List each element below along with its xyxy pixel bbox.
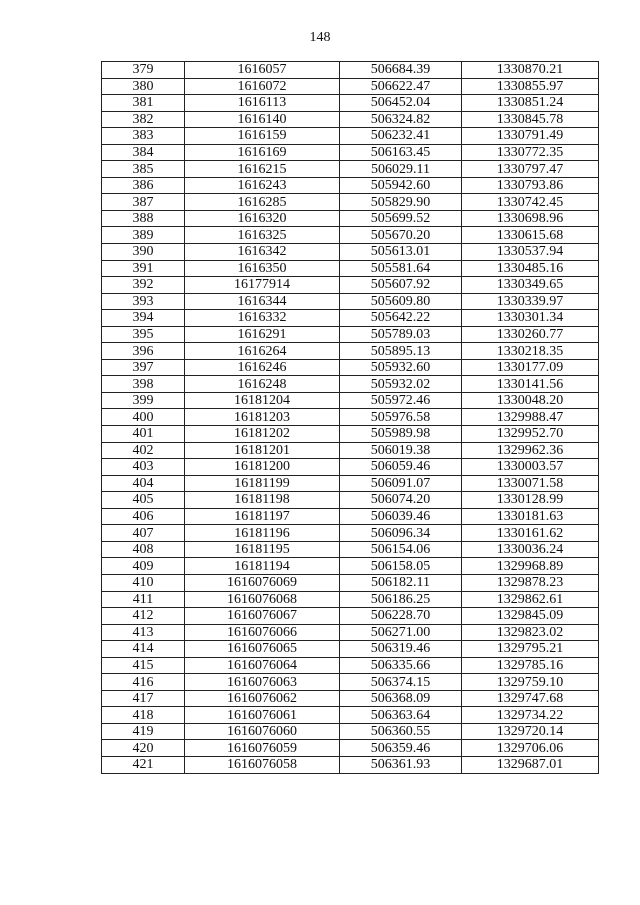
point-number-cell: 409 [102, 558, 185, 575]
x-coordinate-cell: 505613.01 [340, 244, 462, 261]
y-coordinate-cell: 1329734.22 [462, 707, 599, 724]
point-id-cell: 16181203 [185, 409, 340, 426]
point-id-cell: 16181202 [185, 426, 340, 443]
point-id-cell: 1616113 [185, 95, 340, 112]
table-row [102, 161, 599, 178]
point-id-cell: 16181198 [185, 492, 340, 509]
y-coordinate-cell: 1330855.97 [462, 78, 599, 95]
x-coordinate-cell: 506374.15 [340, 674, 462, 691]
table-row [102, 95, 599, 112]
y-coordinate-cell: 1329687.01 [462, 756, 599, 773]
point-number-cell: 388 [102, 210, 185, 227]
point-number-cell: 385 [102, 161, 185, 178]
point-id-cell: 16181194 [185, 558, 340, 575]
x-coordinate-cell: 506182.11 [340, 574, 462, 591]
x-coordinate-cell: 506232.41 [340, 128, 462, 145]
x-coordinate-cell: 506452.04 [340, 95, 462, 112]
point-number-cell: 415 [102, 657, 185, 674]
point-id-cell: 1616076064 [185, 657, 340, 674]
point-id-cell: 1616248 [185, 376, 340, 393]
table-row [102, 707, 599, 724]
table-row [102, 508, 599, 525]
point-id-cell: 1616076061 [185, 707, 340, 724]
point-id-cell: 1616350 [185, 260, 340, 277]
x-coordinate-cell: 505670.20 [340, 227, 462, 244]
x-coordinate-cell: 506163.45 [340, 144, 462, 161]
table-row [102, 492, 599, 509]
point-number-cell: 381 [102, 95, 185, 112]
point-id-cell: 16177914 [185, 277, 340, 294]
point-id-cell: 1616246 [185, 359, 340, 376]
table-row [102, 459, 599, 476]
table-row [102, 260, 599, 277]
point-number-cell: 386 [102, 177, 185, 194]
y-coordinate-cell: 1330845.78 [462, 111, 599, 128]
x-coordinate-cell: 506271.00 [340, 624, 462, 641]
x-coordinate-cell: 506363.64 [340, 707, 462, 724]
point-number-cell: 394 [102, 310, 185, 327]
point-number-cell: 398 [102, 376, 185, 393]
table-row [102, 674, 599, 691]
table-row [102, 624, 599, 641]
point-id-cell: 1616076066 [185, 624, 340, 641]
x-coordinate-cell: 506684.39 [340, 62, 462, 79]
x-coordinate-cell: 506368.09 [340, 690, 462, 707]
table-row [102, 128, 599, 145]
table-row [102, 690, 599, 707]
y-coordinate-cell: 1329823.02 [462, 624, 599, 641]
x-coordinate-cell: 506360.55 [340, 723, 462, 740]
y-coordinate-cell: 1330161.62 [462, 525, 599, 542]
x-coordinate-cell: 505932.02 [340, 376, 462, 393]
y-coordinate-cell: 1330537.94 [462, 244, 599, 261]
y-coordinate-cell: 1330797.47 [462, 161, 599, 178]
point-number-cell: 407 [102, 525, 185, 542]
point-number-cell: 411 [102, 591, 185, 608]
point-number-cell: 403 [102, 459, 185, 476]
point-number-cell: 380 [102, 78, 185, 95]
y-coordinate-cell: 1330003.57 [462, 459, 599, 476]
point-id-cell: 1616342 [185, 244, 340, 261]
x-coordinate-cell: 506361.93 [340, 756, 462, 773]
point-id-cell: 1616076065 [185, 641, 340, 658]
point-number-cell: 390 [102, 244, 185, 261]
y-coordinate-cell: 1330349.65 [462, 277, 599, 294]
point-id-cell: 1616057 [185, 62, 340, 79]
y-coordinate-cell: 1330339.97 [462, 293, 599, 310]
x-coordinate-cell: 506091.07 [340, 475, 462, 492]
x-coordinate-cell: 505607.92 [340, 277, 462, 294]
x-coordinate-cell: 506359.46 [340, 740, 462, 757]
table-row [102, 574, 599, 591]
table-row [102, 210, 599, 227]
table-row [102, 78, 599, 95]
table-row [102, 144, 599, 161]
table-row [102, 62, 599, 79]
point-number-cell: 401 [102, 426, 185, 443]
point-id-cell: 1616072 [185, 78, 340, 95]
point-id-cell: 16181196 [185, 525, 340, 542]
x-coordinate-cell: 506158.05 [340, 558, 462, 575]
point-id-cell: 16181201 [185, 442, 340, 459]
y-coordinate-cell: 1329759.10 [462, 674, 599, 691]
table-row [102, 177, 599, 194]
point-number-cell: 421 [102, 756, 185, 773]
point-id-cell: 1616076068 [185, 591, 340, 608]
point-number-cell: 400 [102, 409, 185, 426]
point-number-cell: 419 [102, 723, 185, 740]
table-row [102, 657, 599, 674]
x-coordinate-cell: 505989.98 [340, 426, 462, 443]
point-number-cell: 391 [102, 260, 185, 277]
point-id-cell: 1616332 [185, 310, 340, 327]
point-number-cell: 408 [102, 541, 185, 558]
y-coordinate-cell: 1330260.77 [462, 326, 599, 343]
x-coordinate-cell: 506154.06 [340, 541, 462, 558]
x-coordinate-cell: 505699.52 [340, 210, 462, 227]
table-row [102, 326, 599, 343]
point-id-cell: 16181197 [185, 508, 340, 525]
x-coordinate-cell: 506335.66 [340, 657, 462, 674]
table-body [102, 62, 599, 774]
y-coordinate-cell: 1329968.89 [462, 558, 599, 575]
point-number-cell: 387 [102, 194, 185, 211]
x-coordinate-cell: 505789.03 [340, 326, 462, 343]
y-coordinate-cell: 1330851.24 [462, 95, 599, 112]
y-coordinate-cell: 1330791.49 [462, 128, 599, 145]
y-coordinate-cell: 1329747.68 [462, 690, 599, 707]
table-row [102, 244, 599, 261]
x-coordinate-cell: 506324.82 [340, 111, 462, 128]
point-number-cell: 399 [102, 392, 185, 409]
table-row [102, 641, 599, 658]
point-number-cell: 393 [102, 293, 185, 310]
table-row [102, 293, 599, 310]
point-number-cell: 389 [102, 227, 185, 244]
x-coordinate-cell: 505972.46 [340, 392, 462, 409]
point-number-cell: 413 [102, 624, 185, 641]
point-number-cell: 406 [102, 508, 185, 525]
point-id-cell: 1616169 [185, 144, 340, 161]
x-coordinate-cell: 505895.13 [340, 343, 462, 360]
x-coordinate-cell: 506074.20 [340, 492, 462, 509]
point-id-cell: 1616243 [185, 177, 340, 194]
point-id-cell: 1616076058 [185, 756, 340, 773]
y-coordinate-cell: 1330048.20 [462, 392, 599, 409]
table-row [102, 227, 599, 244]
x-coordinate-cell: 506039.46 [340, 508, 462, 525]
point-id-cell: 16181195 [185, 541, 340, 558]
y-coordinate-cell: 1330772.35 [462, 144, 599, 161]
x-coordinate-cell: 506059.46 [340, 459, 462, 476]
table-row [102, 740, 599, 757]
x-coordinate-cell: 505976.58 [340, 409, 462, 426]
y-coordinate-cell: 1329862.61 [462, 591, 599, 608]
y-coordinate-cell: 1329988.47 [462, 409, 599, 426]
point-number-cell: 396 [102, 343, 185, 360]
point-id-cell: 1616264 [185, 343, 340, 360]
y-coordinate-cell: 1330485.16 [462, 260, 599, 277]
x-coordinate-cell: 506186.25 [340, 591, 462, 608]
point-id-cell: 1616076059 [185, 740, 340, 757]
x-coordinate-cell: 506029.11 [340, 161, 462, 178]
x-coordinate-cell: 506622.47 [340, 78, 462, 95]
table-row [102, 558, 599, 575]
y-coordinate-cell: 1330742.45 [462, 194, 599, 211]
table-row [102, 310, 599, 327]
table-row [102, 723, 599, 740]
y-coordinate-cell: 1330181.63 [462, 508, 599, 525]
point-id-cell: 1616076069 [185, 574, 340, 591]
point-id-cell: 16181199 [185, 475, 340, 492]
y-coordinate-cell: 1329795.21 [462, 641, 599, 658]
y-coordinate-cell: 1330870.21 [462, 62, 599, 79]
point-number-cell: 420 [102, 740, 185, 757]
point-id-cell: 1616140 [185, 111, 340, 128]
point-id-cell: 1616344 [185, 293, 340, 310]
x-coordinate-cell: 506096.34 [340, 525, 462, 542]
y-coordinate-cell: 1329952.70 [462, 426, 599, 443]
y-coordinate-cell: 1330218.35 [462, 343, 599, 360]
table-row [102, 194, 599, 211]
point-number-cell: 417 [102, 690, 185, 707]
point-id-cell: 1616320 [185, 210, 340, 227]
y-coordinate-cell: 1329720.14 [462, 723, 599, 740]
x-coordinate-cell: 506319.46 [340, 641, 462, 658]
point-number-cell: 412 [102, 608, 185, 625]
point-id-cell: 1616291 [185, 326, 340, 343]
x-coordinate-cell: 505581.64 [340, 260, 462, 277]
point-id-cell: 1616076062 [185, 690, 340, 707]
point-number-cell: 397 [102, 359, 185, 376]
y-coordinate-cell: 1330793.86 [462, 177, 599, 194]
table-row [102, 426, 599, 443]
x-coordinate-cell: 506228.70 [340, 608, 462, 625]
point-id-cell: 16181204 [185, 392, 340, 409]
point-number-cell: 382 [102, 111, 185, 128]
table-row [102, 376, 599, 393]
point-number-cell: 402 [102, 442, 185, 459]
y-coordinate-cell: 1329845.09 [462, 608, 599, 625]
table-row [102, 541, 599, 558]
point-number-cell: 384 [102, 144, 185, 161]
y-coordinate-cell: 1330128.99 [462, 492, 599, 509]
point-number-cell: 392 [102, 277, 185, 294]
point-number-cell: 410 [102, 574, 185, 591]
point-id-cell: 1616076060 [185, 723, 340, 740]
x-coordinate-cell: 505932.60 [340, 359, 462, 376]
point-number-cell: 383 [102, 128, 185, 145]
table-row [102, 343, 599, 360]
point-number-cell: 416 [102, 674, 185, 691]
table-row [102, 756, 599, 773]
point-number-cell: 404 [102, 475, 185, 492]
table-row [102, 591, 599, 608]
table-row [102, 525, 599, 542]
point-id-cell: 1616285 [185, 194, 340, 211]
point-number-cell: 418 [102, 707, 185, 724]
y-coordinate-cell: 1330301.34 [462, 310, 599, 327]
table-row [102, 475, 599, 492]
point-id-cell: 1616076063 [185, 674, 340, 691]
page-number: 148 [309, 30, 331, 45]
x-coordinate-cell: 505829.90 [340, 194, 462, 211]
table-row [102, 359, 599, 376]
table-row [102, 409, 599, 426]
y-coordinate-cell: 1330141.56 [462, 376, 599, 393]
point-id-cell: 1616325 [185, 227, 340, 244]
x-coordinate-cell: 506019.38 [340, 442, 462, 459]
table-row [102, 277, 599, 294]
point-number-cell: 379 [102, 62, 185, 79]
y-coordinate-cell: 1330071.58 [462, 475, 599, 492]
y-coordinate-cell: 1329706.06 [462, 740, 599, 757]
table-row [102, 392, 599, 409]
point-number-cell: 414 [102, 641, 185, 658]
y-coordinate-cell: 1329785.16 [462, 657, 599, 674]
x-coordinate-cell: 505942.60 [340, 177, 462, 194]
point-id-cell: 1616076067 [185, 608, 340, 625]
point-number-cell: 405 [102, 492, 185, 509]
point-id-cell: 1616215 [185, 161, 340, 178]
table-row [102, 442, 599, 459]
x-coordinate-cell: 505609.80 [340, 293, 462, 310]
y-coordinate-cell: 1329878.23 [462, 574, 599, 591]
point-id-cell: 16181200 [185, 459, 340, 476]
point-number-cell: 395 [102, 326, 185, 343]
coordinates-table [101, 61, 599, 774]
y-coordinate-cell: 1330177.09 [462, 359, 599, 376]
y-coordinate-cell: 1329962.36 [462, 442, 599, 459]
x-coordinate-cell: 505642.22 [340, 310, 462, 327]
table-row [102, 608, 599, 625]
y-coordinate-cell: 1330698.96 [462, 210, 599, 227]
y-coordinate-cell: 1330615.68 [462, 227, 599, 244]
point-id-cell: 1616159 [185, 128, 340, 145]
table-row [102, 111, 599, 128]
y-coordinate-cell: 1330036.24 [462, 541, 599, 558]
